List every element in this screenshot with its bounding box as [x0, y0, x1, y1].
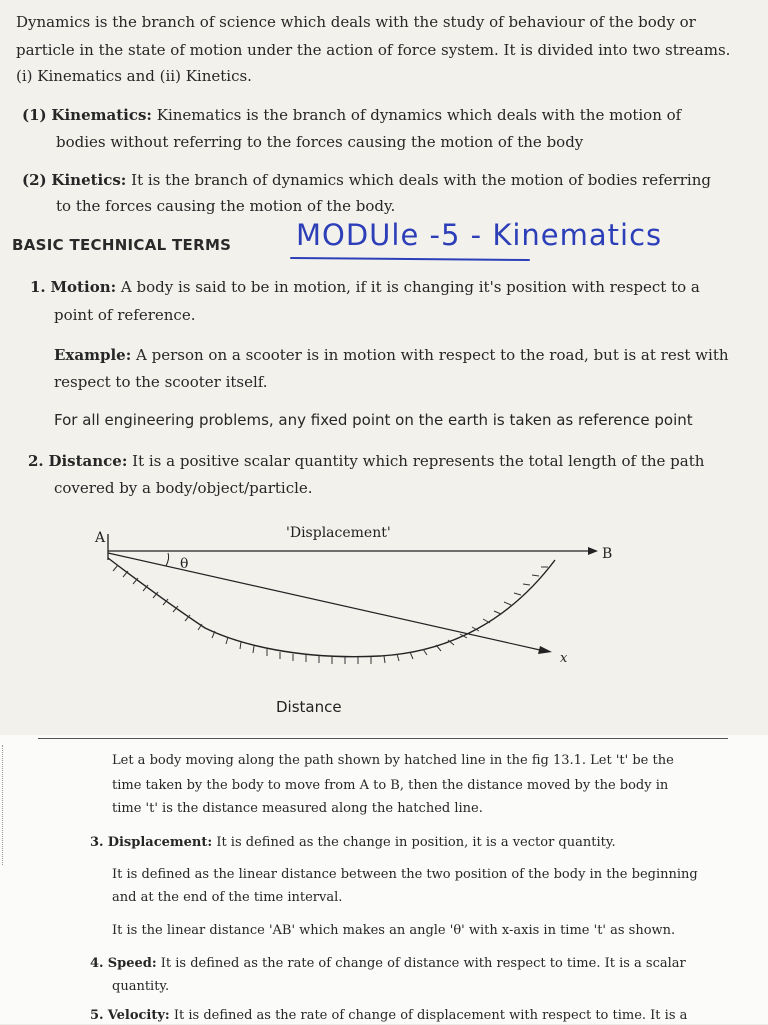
figure-label-displacement: 'Displacement': [286, 525, 391, 541]
intro-line-1: Dynamics is the branch of science which deals with the study of behaviour of the body or: [16, 13, 696, 31]
displacement-distance-figure: [0, 520, 768, 725]
distance-text: It is a positive scalar quantity which represents the total length of the path: [132, 452, 705, 470]
displacement-num: 3.: [90, 835, 104, 850]
velocity-line-1: [90, 1007, 687, 1025]
motion-term: Motion:: [50, 278, 117, 296]
distance-term: Distance:: [48, 452, 128, 470]
x-axis-arrowhead: [538, 646, 552, 654]
speed-num: 4.: [90, 956, 104, 971]
displacement-text: It is defined as the change in position, it is a vector quantity.: [216, 835, 616, 850]
motion-line-2: point of reference.: [54, 306, 196, 324]
distance-line-2: covered by a body/object/particle.: [54, 479, 313, 497]
kinematics-line-1: [22, 105, 681, 125]
kinetics-text: It is the branch of dynamics which deals with the motion of bodies referring: [131, 171, 711, 189]
page-divider: [38, 738, 728, 739]
kinetics-term: Kinetics:: [51, 171, 127, 189]
figure-label-a: A: [95, 530, 106, 546]
velocity-text: It is defined as the rate of change of displacement with respect to time. It is a: [173, 1008, 688, 1023]
motion-text: A body is said to be in motion, if it is changing it's position with respect to a: [120, 278, 700, 296]
handwritten-module-note: MODUle -5 - Kinematics: [296, 218, 663, 252]
margin-dots: [2, 745, 4, 865]
displacement-para2-line-2: and at the end of the time interval.: [112, 890, 343, 905]
motion-note: For all engineering problems, any fixed point on the earth is taken as reference point: [54, 411, 693, 429]
kinetics-num: (2): [22, 171, 47, 189]
displacement-para2-line-1: It is defined as the linear distance between the two position of the body in the beginning: [112, 867, 698, 882]
kinematics-line-2: bodies without referring to the forces causing the motion of the body: [56, 133, 584, 151]
speed-line-2: quantity.: [112, 979, 170, 994]
motion-example-line-2: respect to the scooter itself.: [54, 373, 268, 391]
intro-line-3: (i) Kinematics and (ii) Kinetics.: [16, 67, 252, 85]
motion-example-line-1: [54, 345, 729, 365]
kinematics-term: Kinematics:: [51, 106, 152, 124]
motion-example-text: A person on a scooter is in motion with respect to the road, but is at rest with: [136, 346, 729, 364]
figure-text-line-2: time taken by the body to move from A to B, then the distance moved by the body in: [112, 778, 669, 793]
displacement-para3: It is the linear distance 'AB' which makes an angle 'θ' with x-axis in time 't' as shown.: [112, 923, 676, 938]
figure-label-theta: θ: [180, 556, 189, 572]
displacement-arrowhead: [588, 547, 598, 555]
distance-num: 2.: [28, 452, 44, 470]
distance-line-1: [28, 451, 704, 471]
speed-text: It is defined as the rate of change of distance with respect to time. It is a scalar: [160, 956, 686, 971]
displacement-line-1: [90, 834, 616, 852]
figure-label-b: B: [602, 546, 613, 562]
displacement-term: Displacement:: [107, 835, 213, 850]
figure-text-line-3: time 't' is the distance measured along the hatched line.: [112, 801, 483, 816]
motion-num: 1.: [30, 278, 46, 296]
hatched-path-distance: [108, 558, 555, 657]
kinematics-text: Kinematics is the branch of dynamics which deals with the motion of: [156, 106, 682, 124]
figure-label-distance: Distance: [276, 698, 342, 716]
kinetics-line-1: [22, 170, 711, 190]
motion-line-1: [30, 277, 700, 297]
figure-text-line-1: Let a body moving along the path shown by hatched line in the fig 13.1. Let 't' be the: [112, 753, 674, 768]
section-heading: BASIC TECHNICAL TERMS: [12, 236, 232, 254]
kinetics-line-2: to the forces causing the motion of the body.: [56, 197, 396, 215]
speed-term: Speed:: [107, 956, 157, 971]
path-hatching: [113, 565, 548, 664]
theta-arc: [166, 553, 169, 566]
speed-line-1: [90, 955, 686, 973]
x-axis-line: [108, 553, 540, 650]
velocity-term: Velocity:: [107, 1008, 170, 1023]
kinematics-num: (1): [22, 106, 47, 124]
motion-example-term: Example:: [54, 346, 132, 364]
figure-label-x: x: [560, 651, 568, 666]
intro-line-2: particle in the state of motion under the action of force system. It is divided into two streams.: [16, 41, 731, 59]
velocity-num: 5.: [90, 1008, 104, 1023]
